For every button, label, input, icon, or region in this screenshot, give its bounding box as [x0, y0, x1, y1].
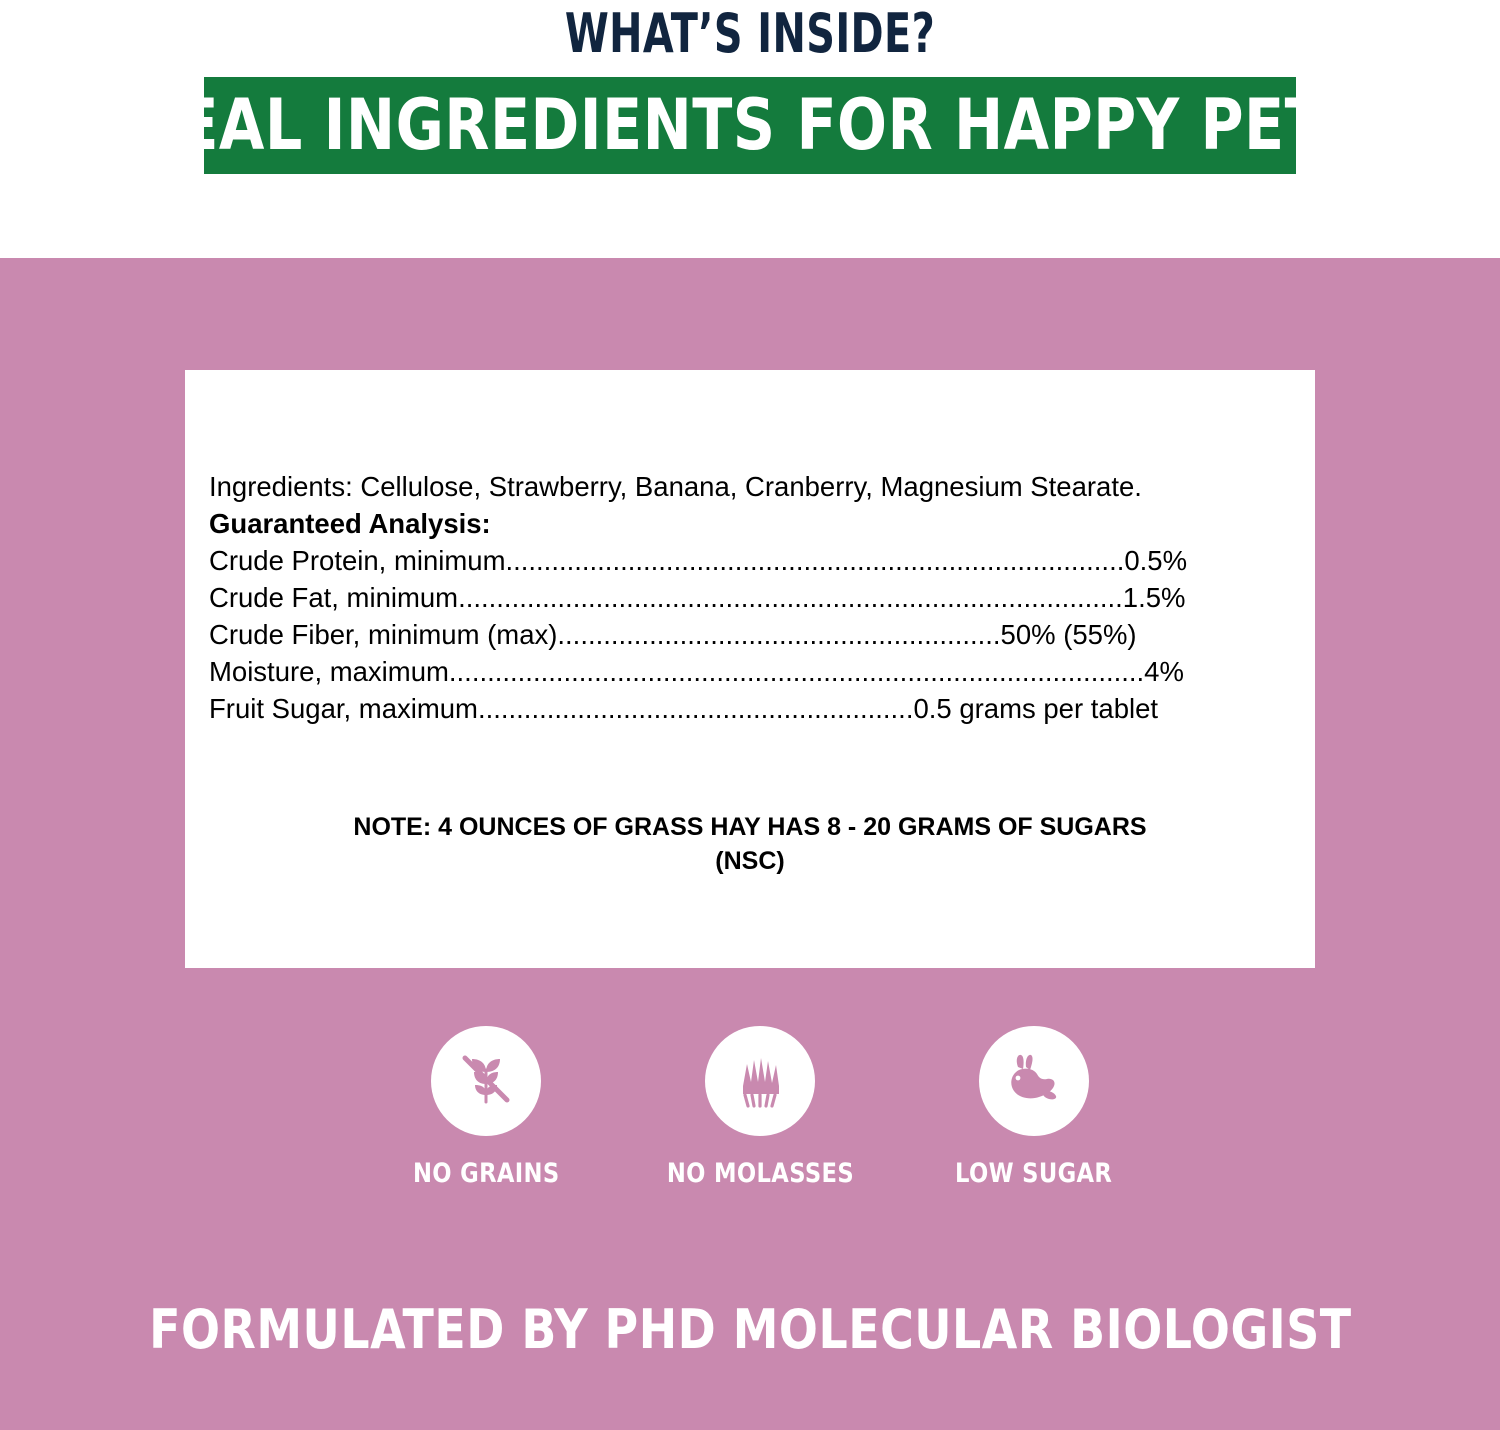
no-molasses-icon: [723, 1042, 797, 1121]
analysis-row: Crude Fiber, minimum (max)..........................................................50% (55%): [209, 619, 1137, 650]
analysis-row: Fruit Sugar, maximum.........................................................0.5 grams per tablet: [209, 693, 1159, 724]
nutrition-label-card: [185, 370, 1315, 968]
sugar-note-line-2: (NSC): [715, 847, 785, 875]
analysis-row: Crude Protein, minimum.................................................................................0.5%: [209, 545, 1188, 576]
headline-band: [132, 77, 1368, 174]
analysis-row: Crude Fat, minimum.......................................................................................1.5%: [209, 582, 1186, 613]
page-header: [0, 0, 1500, 174]
badge-no-molasses: [665, 1026, 855, 1189]
sugar-note-line-1: NOTE: 4 OUNCES OF GRASS HAY HAS 8 - 20 GRAMS OF SUGARS: [353, 813, 1147, 841]
analysis-row: Moisture, maximum...........................................................................................4%: [209, 656, 1184, 687]
badge-label: LOW SUGAR: [955, 1158, 1113, 1189]
page-title: REAL INGREDIENTS FOR HAPPY PETS: [132, 84, 1368, 167]
page-footer: [0, 1298, 1500, 1361]
content-panel: [0, 258, 1500, 1430]
sugar-note: [235, 810, 1265, 878]
guaranteed-analysis-heading: Guaranteed Analysis:: [209, 508, 491, 539]
low-sugar-rabbit-icon: [997, 1042, 1071, 1121]
feature-badges: [0, 1026, 1500, 1189]
badge-circle: [431, 1026, 541, 1136]
ingredients-line: Ingredients: Cellulose, Strawberry, Banana, Cranberry, Magnesium Stearate.: [209, 471, 1142, 502]
no-grains-icon: [449, 1042, 523, 1121]
headline-band-wrapper: [0, 77, 1500, 174]
footer-tagline: FORMULATED BY PHD MOLECULAR BIOLOGIST: [148, 1298, 1352, 1361]
badge-label: NO MOLASSES: [666, 1158, 854, 1189]
badge-no-grains: [391, 1026, 581, 1189]
badge-circle: [705, 1026, 815, 1136]
label-text-block: [209, 468, 1297, 727]
badge-circle: [979, 1026, 1089, 1136]
page-eyebrow-title: WHAT’S INSIDE?: [564, 2, 936, 65]
badge-low-sugar: [939, 1026, 1129, 1189]
badge-label: NO GRAINS: [412, 1158, 560, 1189]
